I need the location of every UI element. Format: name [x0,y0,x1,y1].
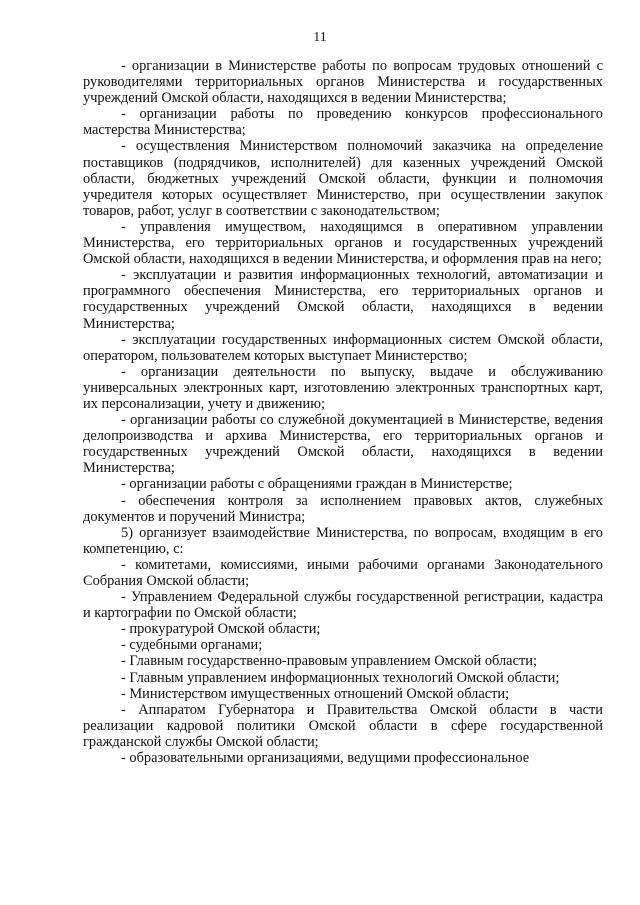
paragraph: - эксплуатации государственных информационных систем Омской области, оператором, пользователем которых выступает Министерство; [83,331,603,364]
paragraph: 5) организует взаимодействие Министерства, по вопросам, входящим в его компетенцию, с: [83,524,603,557]
paragraph: - Аппаратом Губернатора и Правительства Омской области в части реализации кадровой политики Омской области в сфере государственной гражданской службы Омской области; [83,701,603,750]
paragraph: - эксплуатации и развития информационных технологий, автоматизации и программного обеспечения Министерства, его территориальных органов и государственных учреждений Омской области, находящихся в ведении Министерства; [83,267,603,332]
paragraph: - прокуратурой Омской области; [121,621,321,638]
paragraph: - осуществления Министерством полномочий заказчика на определение поставщиков (подрядчиков, исполнителей) для казенных учреждений Омской области, бюджетных учреждений Омской области, функции и полномочия учредителя которых осуществляет Министерство, при осуществлении закупок товаров, работ, услуг в соответствии с законодательством; [83,138,603,219]
paragraph: - образовательными организациями, ведущими профессиональное [121,750,530,767]
paragraph: - обеспечения контроля за исполнением правовых актов, служебных документов и поручений Министра; [83,492,603,525]
paragraph: - Главным управлением информационных технологий Омской области; [121,669,560,686]
paragraph: - организации деятельности по выпуску, выдаче и обслуживанию универсальных электронных карт, изготовлению электронных транспортных карт, их персонализации, учету и движению; [83,363,603,412]
paragraph: - Главным государственно-правовым управлением Омской области; [121,653,537,670]
paragraph: - судебными органами; [121,637,263,654]
paragraph: - Министерством имущественных отношений Омской области; [121,685,510,702]
paragraph: - управления имуществом, находящимся в оперативном управлении Министерства, его территориальных органов и государственных учреждений Омской области, находящихся в ведении Министерства, и оформления прав на него; [83,218,603,268]
paragraph: - организации работы по проведению конкурсов профессионального мастерства Министерства; [83,106,603,139]
paragraph: - Управлением Федеральной службы государственной регистрации, кадастра и картографии по Омской области; [83,589,603,622]
paragraph: - организации работы со служебной документацией в Министерстве, ведения делопроизводства и архива Министерства, его территориальных органов и государственных учреждений Омской области, находящихся в ведении Министерства; [83,412,603,477]
paragraph: - организации в Министерстве работы по вопросам трудовых отношений с руководителями территориальных органов Министерства и государственных учреждений Омской области, находящихся в ведении Министерства; [83,58,603,107]
document-body [83,58,603,766]
paragraph: - организации работы с обращениями граждан в Министерстве; [121,476,513,493]
page-number: 11 [313,30,327,45]
paragraph: - комитетами, комиссиями, иными рабочими органами Законодательного Собрания Омской области; [83,556,603,589]
